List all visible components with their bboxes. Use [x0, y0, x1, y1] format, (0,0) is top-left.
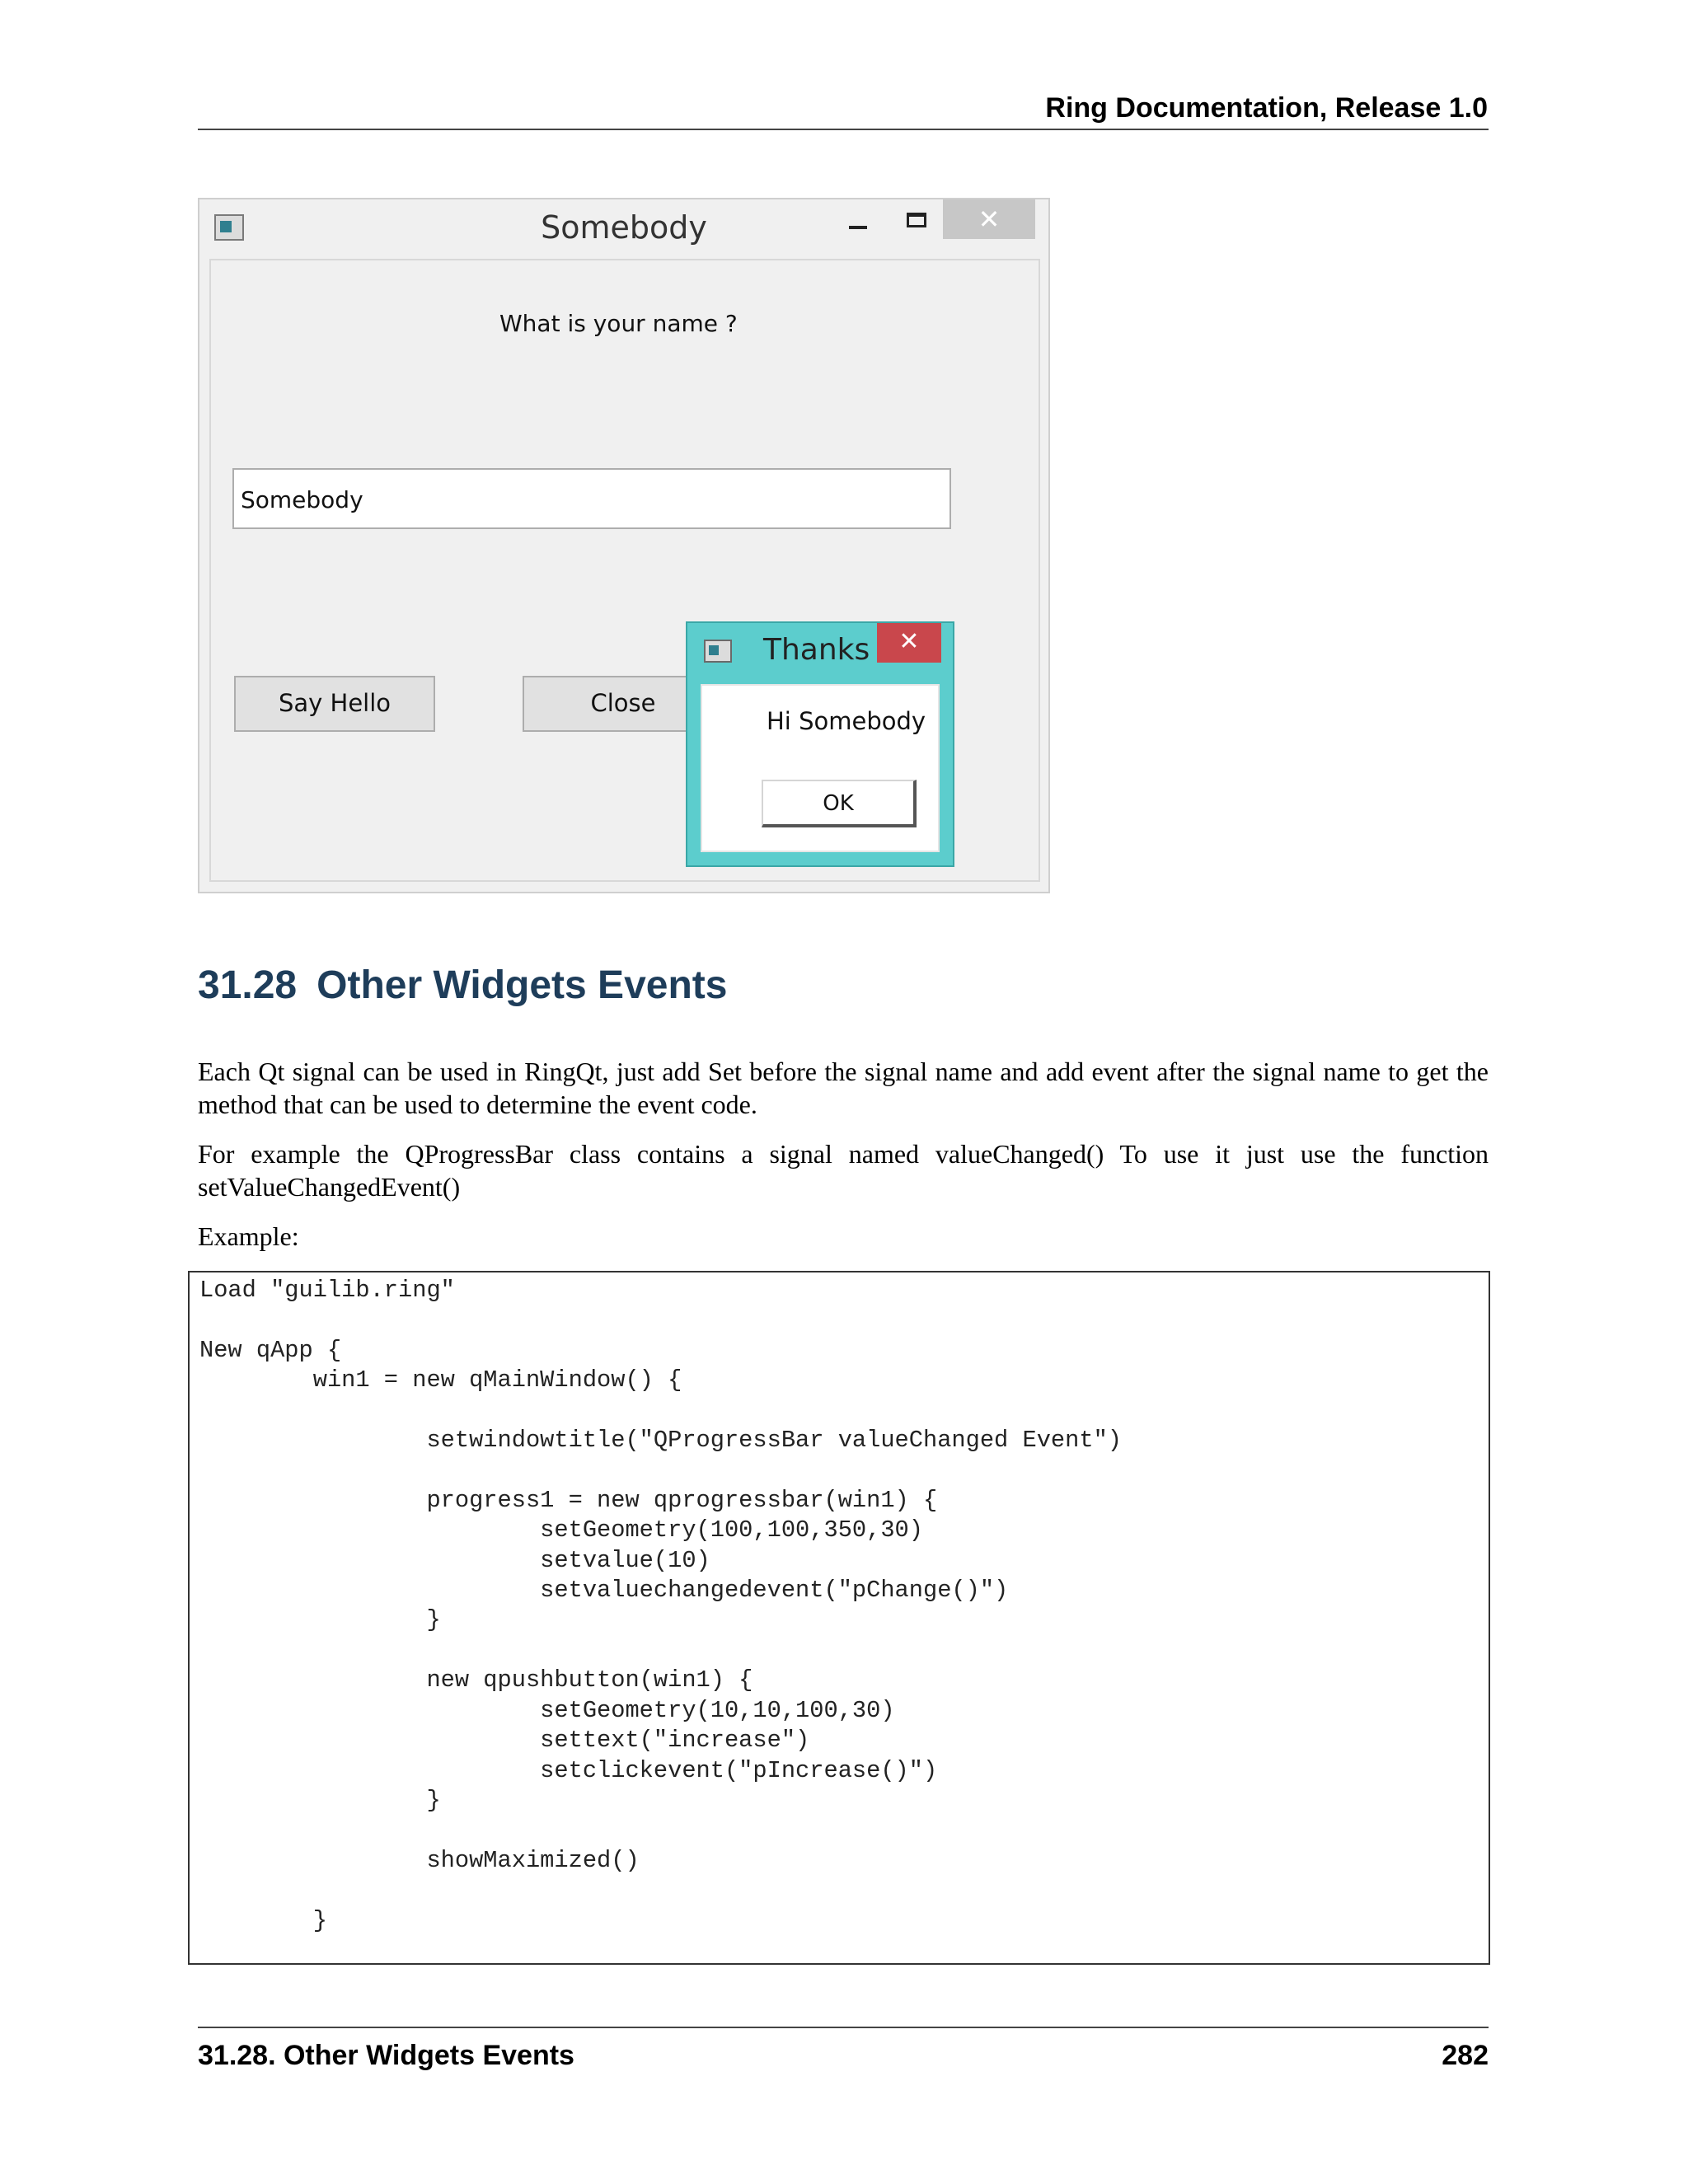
running-header: Ring Documentation, Release 1.0: [1045, 92, 1488, 124]
name-prompt-label: What is your name ?: [499, 310, 738, 337]
section-title: Other Widgets Events: [316, 963, 728, 1007]
thanks-message-box: [686, 621, 954, 867]
paragraph: Example:: [198, 1221, 299, 1251]
paragraph: For example the QProgressBar class contains a signal named valueChanged() To use it just use the function setValueChangedEvent(): [198, 1139, 1489, 1202]
code-block: [188, 1271, 1490, 1965]
dialog-title: Thanks: [763, 633, 870, 667]
dialog-close-button[interactable]: ✕: [877, 623, 941, 663]
minimize-icon[interactable]: [849, 226, 867, 229]
window-title: Somebody: [541, 209, 707, 246]
code-listing: Load "guilib.ring" New qApp { win1 = new qMainWindow() { setwindowtitle("QProgressBar valueChanged Event") progress1 = new qprogressbar(win1) { setGeometry(100,100,350,30) setvalue(10) setvaluechangedevent("pChange()") } new qpushbutton(win1) { setGeometry(10,10,100,30) settext("increase") setclickevent("pIncrease()") } showMaximized() }: [199, 1277, 1122, 1934]
window-titlebar: [199, 199, 1048, 259]
close-button[interactable]: Close: [523, 676, 724, 732]
footer-rule: [198, 2027, 1489, 2028]
footer-section-label: 31.28. Other Widgets Events: [198, 2040, 574, 2071]
dialog-message: Hi Somebody: [767, 707, 926, 735]
paragraph: Each Qt signal can be used in RingQt, just add Set before the signal name and add event after the signal name to get the method that can be used to determine the event code.: [198, 1057, 1489, 1119]
section-number: 31.28: [198, 963, 298, 1007]
screenshot-figure: [198, 198, 1050, 893]
section-heading: [198, 963, 727, 1008]
window-close-button[interactable]: ✕: [943, 199, 1035, 239]
say-hello-button[interactable]: Say Hello: [234, 676, 435, 732]
header-rule: [198, 129, 1489, 130]
name-input[interactable]: Somebody: [232, 468, 951, 529]
ok-button[interactable]: OK: [762, 780, 917, 827]
page-number: 282: [1442, 2040, 1489, 2071]
maximize-icon[interactable]: [907, 213, 926, 227]
dialog-body: [701, 684, 940, 852]
dialog-app-icon: [704, 640, 732, 663]
